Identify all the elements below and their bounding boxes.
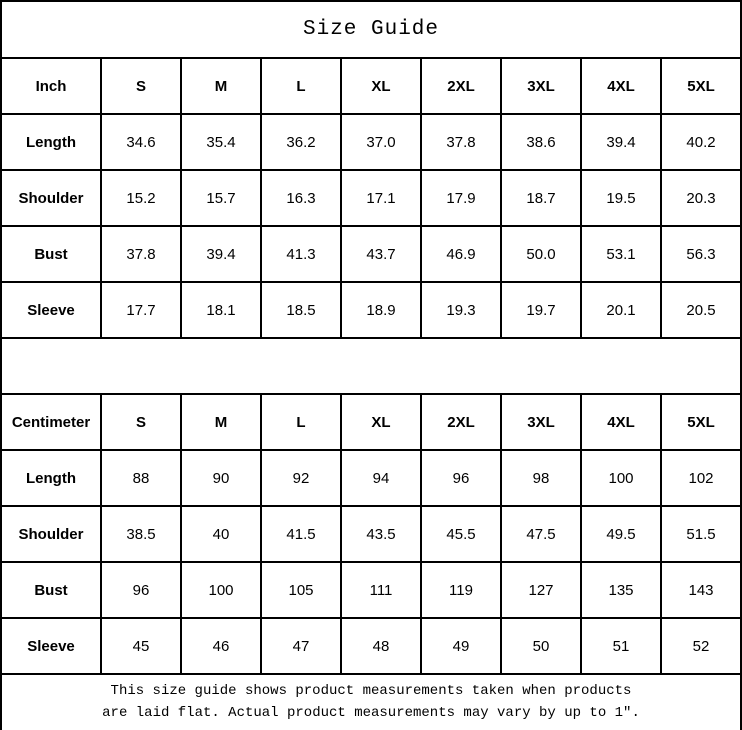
measurement-cell: 52 [661, 618, 741, 674]
measurement-cell: 96 [421, 450, 501, 506]
cm-unit-header: Centimeter [1, 394, 101, 450]
measurement-cell: 143 [661, 562, 741, 618]
cm-shoulder-row [1, 506, 741, 562]
measurement-cell: 46.9 [421, 226, 501, 282]
measurement-cell: 37.8 [421, 114, 501, 170]
measurement-cell: 41.3 [261, 226, 341, 282]
cm-sleeve-row [1, 618, 741, 674]
spacer-row [1, 338, 741, 394]
measurement-cell: 18.1 [181, 282, 261, 338]
measurement-cell: 50 [501, 618, 581, 674]
measurement-cell: 18.9 [341, 282, 421, 338]
measurement-cell: 39.4 [581, 114, 661, 170]
measurement-cell: 51 [581, 618, 661, 674]
measurement-cell: 90 [181, 450, 261, 506]
inch-unit-header: Inch [1, 58, 101, 114]
measurement-cell: 17.1 [341, 170, 421, 226]
measurement-cell: 19.5 [581, 170, 661, 226]
measurement-cell: 53.1 [581, 226, 661, 282]
measurement-cell: 35.4 [181, 114, 261, 170]
inch-size-header-5xl: 5XL [661, 58, 741, 114]
cm-size-header-l: L [261, 394, 341, 450]
measurement-cell: 51.5 [661, 506, 741, 562]
cm-size-header-3xl: 3XL [501, 394, 581, 450]
measurement-cell: 17.9 [421, 170, 501, 226]
inch-size-header-l: L [261, 58, 341, 114]
cm-size-header-s: S [101, 394, 181, 450]
cm-header-row [1, 394, 741, 450]
row-label: Bust [1, 226, 101, 282]
cm-size-header-5xl: 5XL [661, 394, 741, 450]
measurement-cell: 15.7 [181, 170, 261, 226]
page-title: Size Guide [1, 1, 741, 58]
measurement-cell: 48 [341, 618, 421, 674]
inch-sleeve-row [1, 282, 741, 338]
measurement-cell: 41.5 [261, 506, 341, 562]
spacer-cell [1, 338, 741, 394]
cm-bust-row [1, 562, 741, 618]
inch-length-row [1, 114, 741, 170]
inch-header-row [1, 58, 741, 114]
inch-bust-row [1, 226, 741, 282]
title-row [1, 1, 741, 58]
measurement-cell: 94 [341, 450, 421, 506]
measurement-cell: 46 [181, 618, 261, 674]
measurement-cell: 20.3 [661, 170, 741, 226]
measurement-cell: 47 [261, 618, 341, 674]
row-label: Sleeve [1, 282, 101, 338]
measurement-cell: 43.5 [341, 506, 421, 562]
measurement-cell: 45 [101, 618, 181, 674]
measurement-cell: 20.1 [581, 282, 661, 338]
inch-size-header-4xl: 4XL [581, 58, 661, 114]
measurement-cell: 96 [101, 562, 181, 618]
measurement-cell: 105 [261, 562, 341, 618]
measurement-cell: 45.5 [421, 506, 501, 562]
measurement-cell: 127 [501, 562, 581, 618]
inch-size-header-m: M [181, 58, 261, 114]
measurement-cell: 39.4 [181, 226, 261, 282]
measurement-cell: 49 [421, 618, 501, 674]
row-label: Shoulder [1, 506, 101, 562]
measurement-cell: 19.3 [421, 282, 501, 338]
measurement-cell: 88 [101, 450, 181, 506]
measurement-cell: 18.7 [501, 170, 581, 226]
footer-note-line1: This size guide shows product measurements taken when products [110, 682, 632, 699]
footer-note [1, 674, 741, 730]
footer-row [1, 674, 741, 730]
measurement-cell: 49.5 [581, 506, 661, 562]
measurement-cell: 15.2 [101, 170, 181, 226]
measurement-cell: 16.3 [261, 170, 341, 226]
row-label: Shoulder [1, 170, 101, 226]
measurement-cell: 102 [661, 450, 741, 506]
measurement-cell: 18.5 [261, 282, 341, 338]
measurement-cell: 56.3 [661, 226, 741, 282]
measurement-cell: 98 [501, 450, 581, 506]
measurement-cell: 100 [181, 562, 261, 618]
cm-length-row [1, 450, 741, 506]
inch-size-header-2xl: 2XL [421, 58, 501, 114]
measurement-cell: 119 [421, 562, 501, 618]
measurement-cell: 92 [261, 450, 341, 506]
measurement-cell: 50.0 [501, 226, 581, 282]
cm-size-header-m: M [181, 394, 261, 450]
inch-shoulder-row [1, 170, 741, 226]
inch-size-header-3xl: 3XL [501, 58, 581, 114]
measurement-cell: 47.5 [501, 506, 581, 562]
inch-size-header-xl: XL [341, 58, 421, 114]
cm-size-header-xl: XL [341, 394, 421, 450]
cm-size-header-4xl: 4XL [581, 394, 661, 450]
measurement-cell: 37.8 [101, 226, 181, 282]
measurement-cell: 38.6 [501, 114, 581, 170]
measurement-cell: 43.7 [341, 226, 421, 282]
measurement-cell: 17.7 [101, 282, 181, 338]
row-label: Bust [1, 562, 101, 618]
measurement-cell: 100 [581, 450, 661, 506]
measurement-cell: 36.2 [261, 114, 341, 170]
measurement-cell: 38.5 [101, 506, 181, 562]
inch-size-header-s: S [101, 58, 181, 114]
measurement-cell: 135 [581, 562, 661, 618]
row-label: Length [1, 114, 101, 170]
measurement-cell: 111 [341, 562, 421, 618]
measurement-cell: 19.7 [501, 282, 581, 338]
footer-note-line2: are laid flat. Actual product measurements may vary by up to 1″. [102, 704, 640, 721]
cm-size-header-2xl: 2XL [421, 394, 501, 450]
measurement-cell: 40 [181, 506, 261, 562]
measurement-cell: 40.2 [661, 114, 741, 170]
measurement-cell: 37.0 [341, 114, 421, 170]
measurement-cell: 20.5 [661, 282, 741, 338]
measurement-cell: 34.6 [101, 114, 181, 170]
row-label: Sleeve [1, 618, 101, 674]
row-label: Length [1, 450, 101, 506]
